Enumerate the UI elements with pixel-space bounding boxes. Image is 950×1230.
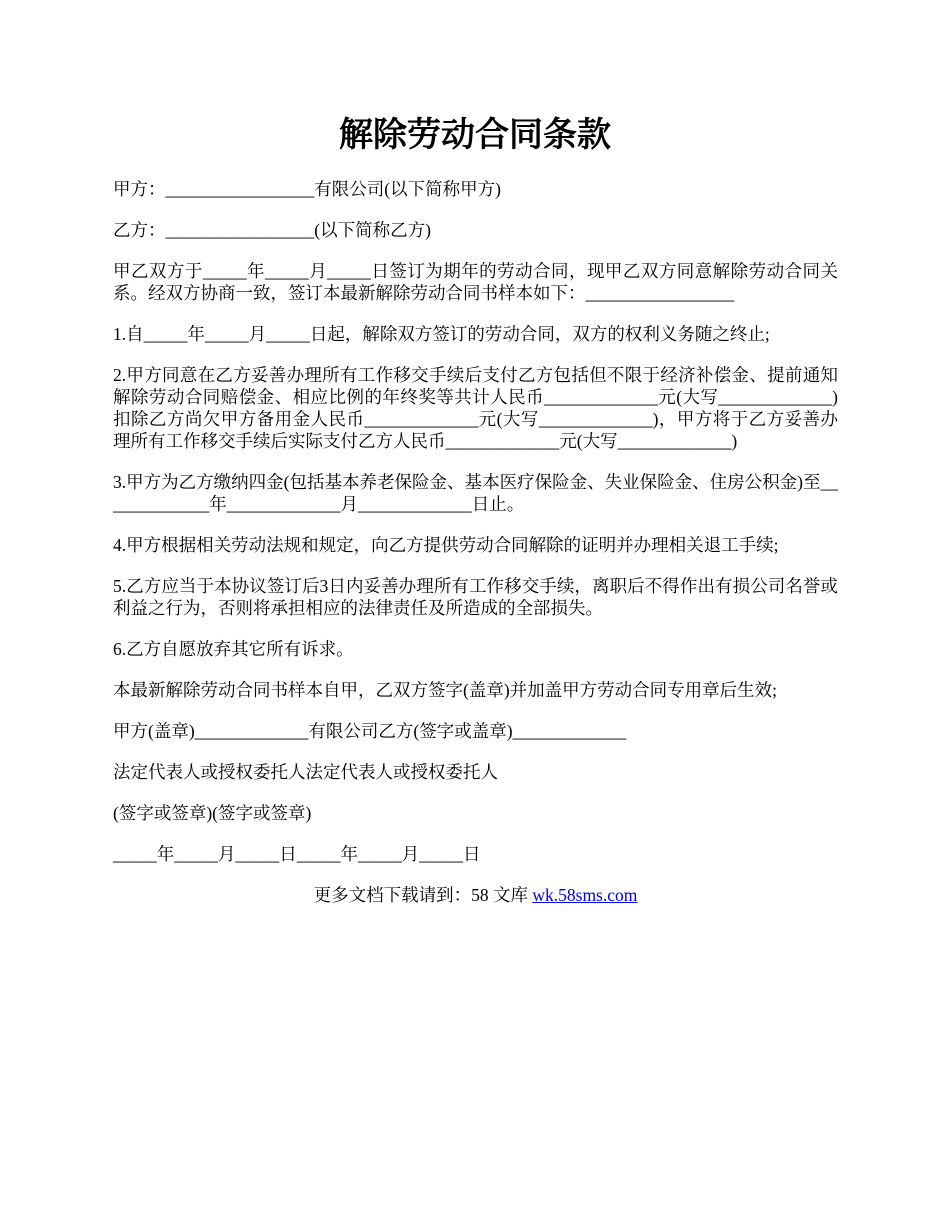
clause-3: 3.甲方为乙方缴纳四金(包括基本养老保险金、基本医疗保险金、失业保险金、住房公积金)至_____________年_____________月_____________日止。 [113, 472, 838, 514]
party-a-line: 甲方：_________________有限公司(以下简称甲方) [113, 179, 501, 199]
clause-1: 1.自_____年_____月_____日起，解除双方签订的劳动合同，双方的权利义务随之终止; [113, 324, 770, 344]
effective-clause: 本最新解除劳动合同书样本自甲，乙双方签字(盖章)并加盖甲方劳动合同专用章后生效; [113, 680, 778, 700]
document-body [113, 178, 838, 925]
clause-6: 6.乙方自愿放弃其它所有诉求。 [113, 639, 354, 659]
footer-link[interactable]: wk.58sms.com [532, 885, 638, 905]
intro-paragraph: 甲乙双方于_____年_____月_____日签订为期年的劳动合同，现甲乙双方同意解除劳动合同关系。经双方协商一致，签订本最新解除劳动合同书样本如下：_________________ [113, 261, 838, 303]
representative-line: 法定代表人或授权委托人法定代表人或授权委托人 [113, 762, 498, 782]
signature-seal-line: 甲方(盖章)_____________有限公司乙方(签字或盖章)_____________ [113, 721, 627, 741]
clause-4: 4.甲方根据相关劳动法规和规定，向乙方提供劳动合同解除的证明并办理相关退工手续; [113, 535, 779, 555]
signature-note-line: (签字或签章)(签字或签章) [113, 803, 312, 823]
date-line: _____年_____月_____日_____年_____月_____日 [113, 844, 481, 864]
footer-prefix: 更多文档下载请到：58 文库 [313, 885, 533, 905]
clause-2: 2.甲方同意在乙方妥善办理所有工作移交手续后支付乙方包括但不限于经济补偿金、提前通知解除劳动合同赔偿金、相应比例的年终奖等共计人民币_____________元(大写_____________)扣除乙方尚欠甲方备用金人民币_____________元(大写_____________)，甲方将于乙方妥善办理所有工作移交手续后实际支付乙方人民币_____________元(大写_____________) [113, 365, 838, 451]
footer [113, 884, 838, 906]
clause-5: 5.乙方应当于本协议签订后3日内妥善办理所有工作移交手续，离职后不得作出有损公司名誉或利益之行为，否则将承担相应的法律责任及所造成的全部损失。 [113, 576, 838, 618]
party-b-line: 乙方：_________________(以下简称乙方) [113, 220, 431, 240]
document-title: 解除劳动合同条款 [339, 117, 611, 154]
